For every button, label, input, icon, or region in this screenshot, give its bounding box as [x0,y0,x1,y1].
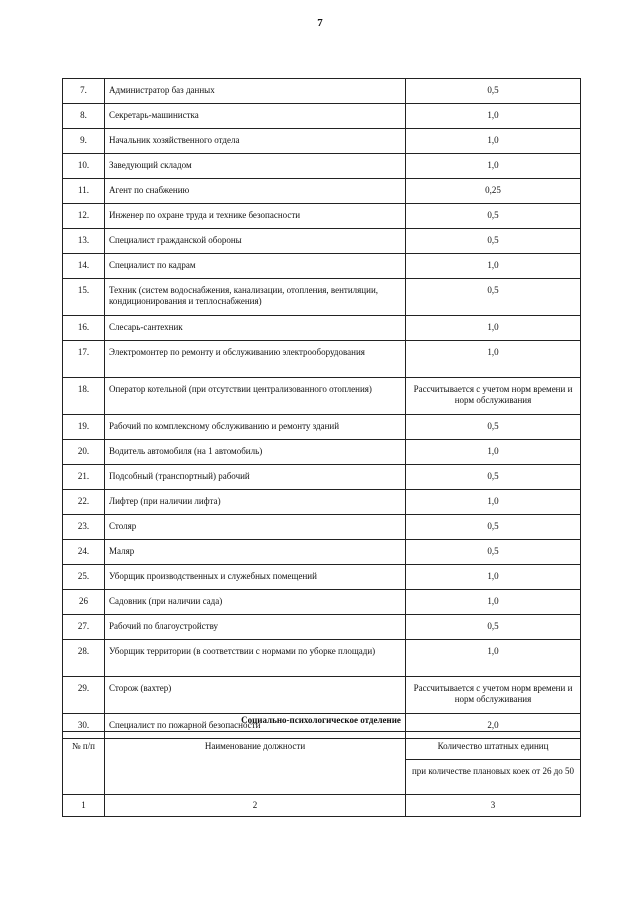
staff-table-body [63,79,581,739]
staff-units: 0,5 [406,615,581,640]
position-name: Сторож (вахтер) [105,677,406,714]
staff-units: Рассчитывается с учетом норм времени и норм обслуживания [406,677,581,714]
position-name: Секретарь-машинистка [105,104,406,129]
position-name: Уборщик территории (в соответствии с нормами по уборке площади) [105,640,406,677]
row-number: 12. [63,204,105,229]
staff-units: 2,0 [406,714,581,739]
row-number: 22. [63,490,105,515]
table-row [63,79,581,104]
header-count-cell: Количество штатных единиц [406,732,581,760]
row-number: 20. [63,440,105,465]
staff-units: 1,0 [406,341,581,378]
header-row [63,732,581,760]
header-num-cell: № п/п [63,732,105,795]
position-name: Агент по снабжению [105,179,406,204]
row-number: 29. [63,677,105,714]
table-row [63,640,581,677]
staff-units: 1,0 [406,440,581,465]
row-number: 13. [63,229,105,254]
position-name: Специалист по кадрам [105,254,406,279]
row-number: 24. [63,540,105,565]
staff-units: 1,0 [406,316,581,341]
position-name: Специалист гражданской обороны [105,229,406,254]
position-name: Рабочий по благоустройству [105,615,406,640]
table-row [63,229,581,254]
position-name: Лифтер (при наличии лифта) [105,490,406,515]
row-number: 10. [63,154,105,179]
table-row [63,490,581,515]
row-number: 21. [63,465,105,490]
table-row [63,540,581,565]
staff-units: 0,5 [406,79,581,104]
table-row [63,341,581,378]
table-row [63,104,581,129]
section-title: Социально-психологическое отделение [241,715,401,725]
staff-units: 0,25 [406,179,581,204]
table-row [63,254,581,279]
table-row [63,279,581,316]
position-name: Электромонтер по ремонту и обслуживанию электрооборудования [105,341,406,378]
row-number: 16. [63,316,105,341]
position-name: Подсобный (транспортный) рабочий [105,465,406,490]
table-row [63,515,581,540]
header-name-cell: Наименование должности [105,732,406,795]
staff-units: 1,0 [406,154,581,179]
position-name: Рабочий по комплексному обслуживанию и ремонту зданий [105,415,406,440]
staff-units: 1,0 [406,590,581,615]
position-name: Техник (систем водоснабжения, канализации, отопления, вентиляции, кондиционирования и теплоснабжения) [105,279,406,316]
row-number: 19. [63,415,105,440]
position-name: Слесарь-сантехник [105,316,406,341]
table-row [63,204,581,229]
position-name: Администратор баз данных [105,79,406,104]
staff-units: Рассчитывается с учетом норм времени и норм обслуживания [406,378,581,415]
row-number: 23. [63,515,105,540]
row-number: 15. [63,279,105,316]
row-number: 25. [63,565,105,590]
table-row [63,316,581,341]
table-row [63,129,581,154]
position-name: Маляр [105,540,406,565]
position-name: Начальник хозяйственного отдела [105,129,406,154]
table-row [63,415,581,440]
row-number: 7. [63,79,105,104]
table-row [63,154,581,179]
row-number: 28. [63,640,105,677]
staff-units: 0,5 [406,204,581,229]
staff-units: 0,5 [406,515,581,540]
staff-units: 0,5 [406,465,581,490]
page-number: 7 [317,17,323,29]
index-row [63,795,581,817]
position-name: Заведующий складом [105,154,406,179]
staff-units: 0,5 [406,229,581,254]
row-number: 27. [63,615,105,640]
position-name: Специалист по пожарной безопасности [105,714,406,739]
position-name: Оператор котельной (при отсутствии централизованного отопления) [105,378,406,415]
index-cell-1: 1 [63,795,105,817]
position-name: Водитель автомобиля (на 1 автомобиль) [105,440,406,465]
staff-units: 0,5 [406,540,581,565]
row-number: 26 [63,590,105,615]
staff-units: 0,5 [406,415,581,440]
staff-units: 1,0 [406,640,581,677]
table-row [63,677,581,714]
staff-units: 1,0 [406,104,581,129]
staff-units: 1,0 [406,490,581,515]
staff-table [62,78,581,739]
table-row [63,179,581,204]
row-number: 18. [63,378,105,415]
staff-units: 1,0 [406,129,581,154]
row-number: 17. [63,341,105,378]
position-name: Уборщик производственных и служебных помещений [105,565,406,590]
table-row [63,440,581,465]
department-table [62,731,581,817]
row-number: 11. [63,179,105,204]
header-sub-cell: при количестве плановых коек от 26 до 50 [406,760,581,795]
table-row [63,378,581,415]
table-row [63,465,581,490]
position-name: Столяр [105,515,406,540]
row-number: 14. [63,254,105,279]
index-cell-2: 2 [105,795,406,817]
staff-units: 1,0 [406,565,581,590]
row-number: 30. [63,714,105,739]
table-row [63,590,581,615]
index-cell-3: 3 [406,795,581,817]
table-row [63,615,581,640]
position-name: Инженер по охране труда и технике безопасности [105,204,406,229]
staff-units: 0,5 [406,279,581,316]
row-number: 9. [63,129,105,154]
row-number: 8. [63,104,105,129]
table-row [63,565,581,590]
position-name: Садовник (при наличии сада) [105,590,406,615]
staff-units: 1,0 [406,254,581,279]
